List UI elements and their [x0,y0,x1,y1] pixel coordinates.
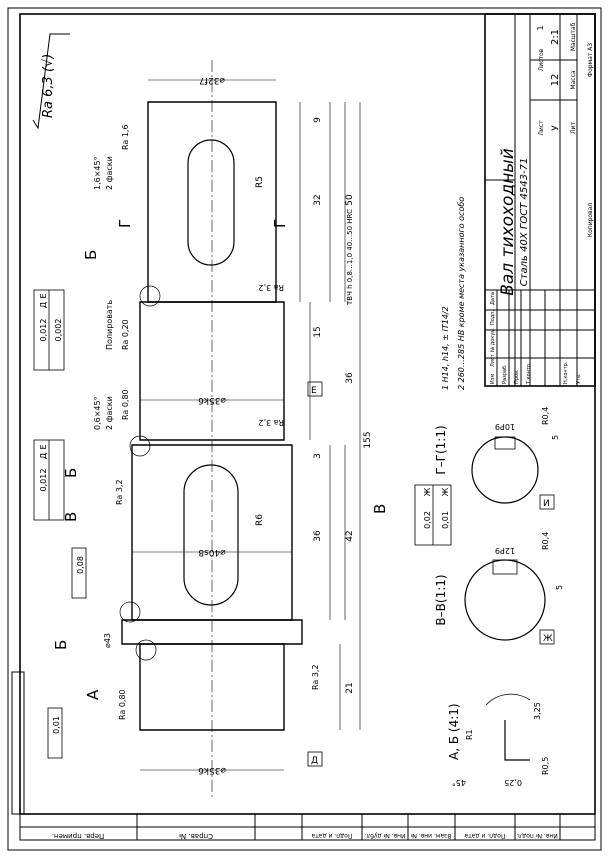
dim-15: 15 [313,326,323,338]
dim-21: 21 [345,682,355,694]
tol-t2-d: Д [39,452,48,460]
heat-treatment: ТВЧ h 0,8…1,0 40…50 HRC [346,209,354,305]
dim-d35-bot: ⌀35k6 [198,765,226,775]
shaft [120,60,302,800]
section-vv-r: R0,4 [541,531,550,550]
ra-32b: Ra 3,2 [115,479,124,505]
dim-r5: R5 [255,176,265,188]
dim-36: 36 [345,372,355,384]
mass-label: Масса [570,70,577,90]
datum-e: Е [311,386,317,396]
bottom-stamp [20,814,595,840]
dim-3: 3 [313,453,323,459]
roughness-general [33,34,70,128]
label-g2: Г [271,218,289,228]
surface-notes [93,124,320,720]
dim-9: 9 [313,117,323,123]
dim-36b: 36 [313,530,323,542]
role-tkontr: Т.контр. [526,362,532,384]
note-2: 2 260…285 HB кроме места указанного особо [457,196,466,390]
section-vv-title: В–В(1:1) [434,574,448,626]
part-name: Вал тихоходный [498,148,518,296]
tol-t5-zh: Ж [423,487,432,497]
scale-label: Масштаб [570,22,577,52]
dim-155: 155 [363,431,373,449]
label-b1: Б [82,249,100,260]
tol-t1b-val: 0,002 [54,318,63,342]
datum-zh: Ж [543,634,553,644]
tech-notes [441,197,466,390]
ra-080b: Ra 0,80 [118,689,127,720]
sheet-label: Лист [538,120,545,136]
ra-16: Ra 1,6 [121,124,130,150]
datum-d: Д [311,756,319,766]
stamp-podp1: Подп. и дата [311,832,353,839]
ra-32c: Ra 3,2 [258,418,284,427]
label-b3: Б [52,639,70,650]
row-podp: Подп. [490,309,496,325]
title-block [485,14,595,386]
roughness-general-text: Ra 6,3 (√) [41,53,56,118]
dim-d35-top: ⌀35k6 [198,395,226,405]
stamp-inv-dubl: Инв. № дубл. [364,832,406,839]
section-gg-5: 5 [551,434,560,440]
tolerance-frames [34,290,451,758]
detail-title: А, Б (4:1) [447,703,461,760]
scale-value: 2:1 [550,28,561,46]
dim-42: 42 [345,530,355,542]
copied-label: Копировал [587,202,594,238]
tol-t5b-val: 0,01 [441,511,450,529]
tol-t2-val: 0,012 [39,468,48,492]
role-nkontr: Н.контр. [563,361,569,384]
section-vv-5: 5 [555,584,564,590]
tol-t1-d: Д [39,301,48,309]
lit-value: У [551,125,561,131]
dim-r6: R6 [255,514,265,526]
label-b2: Б [62,467,80,478]
detail-r05: R0,5 [541,756,550,775]
keyway-top [188,140,234,265]
section-gg [434,407,560,503]
left-stamp [12,672,24,814]
label-a: А [84,689,102,700]
tol-t2-e: Е [39,444,48,450]
tol-t5-val: 0,02 [423,511,432,529]
label-v2: В [371,503,389,514]
row-dokum: № докум. [490,327,496,352]
chamfer-1b: 2 фаски [105,156,114,190]
section-gg-width: 10P9 [494,422,516,431]
format-label: Формат А3 [587,42,594,78]
row-data: Дата [490,292,496,305]
section-vv-width: 12P9 [494,546,516,555]
chamfer-2b: 2 фаски [105,396,114,430]
section-gg-title: Г–Г(1:1) [434,425,448,475]
ra-32d: Ra 3,2 [311,664,320,690]
dim-d32: ⌀32f7 [199,75,225,85]
dim-50: 50 [345,194,355,206]
tol-t1-e: Е [39,293,48,299]
role-razrab: Разраб. [502,364,508,384]
ra-020: Ra 0,20 [121,319,130,350]
stamp-vzam: Взам. инв. № [410,832,452,839]
detail-025: 0,25 [504,778,522,787]
chamfer-1: 1,6×45° [93,156,102,190]
polish-note: Полировать [105,299,114,350]
note-1: 1 H14, h14, ± IT14/2 [441,306,450,390]
tol-t5b-zh: Ж [441,487,450,497]
lit-label: Лит [570,122,577,134]
sheets-value: 1 [536,25,545,31]
role-utv: Утв. [576,373,582,384]
material: Сталь 40Х ГОСТ 4543-71 [519,157,530,287]
detail-45: 45° [451,778,466,787]
stamp-inv-podl: Инв. № подл. [516,832,558,839]
sheets-label: Листов [538,48,545,72]
ra-32a: Ra 3,2 [258,283,284,292]
detail-circle-a [136,640,156,660]
tol-t1-val: 0,012 [39,318,48,342]
label-g1: Г [116,218,134,228]
mass-value: 12 [550,73,561,87]
keyway-bottom [184,465,238,605]
detail-ab [447,694,550,787]
tol-t3-val: 0,08 [76,556,85,574]
row-izm: Изм [490,373,496,384]
detail-325: 3,25 [533,702,542,720]
ra-080a: Ra 0,80 [121,389,130,420]
stamp-perv: Перв. примен. [51,832,105,840]
section-labels [52,219,389,700]
detail-circle-b3 [120,602,140,622]
dimensions [103,75,373,775]
stamp-sprav: Справ. № [178,832,214,840]
detail-r1: R1 [465,729,474,740]
datum-i: И [543,499,550,509]
dim-32: 32 [313,194,323,206]
chamfer-2: 0,6×45° [93,396,102,430]
detail-circle-b1 [140,286,160,306]
dim-d43: ⌀43 [103,633,112,648]
stamp-podp2: Подп. и дата [464,832,506,839]
section-gg-r: R0,4 [541,406,550,425]
label-v1: В [62,511,80,522]
row-list: Лист [490,354,496,367]
dim-d40: ⌀40s8 [198,547,226,557]
tol-t4-val: 0,01 [52,716,61,734]
section-vv [434,532,564,640]
role-prov: Пров. [514,369,520,384]
